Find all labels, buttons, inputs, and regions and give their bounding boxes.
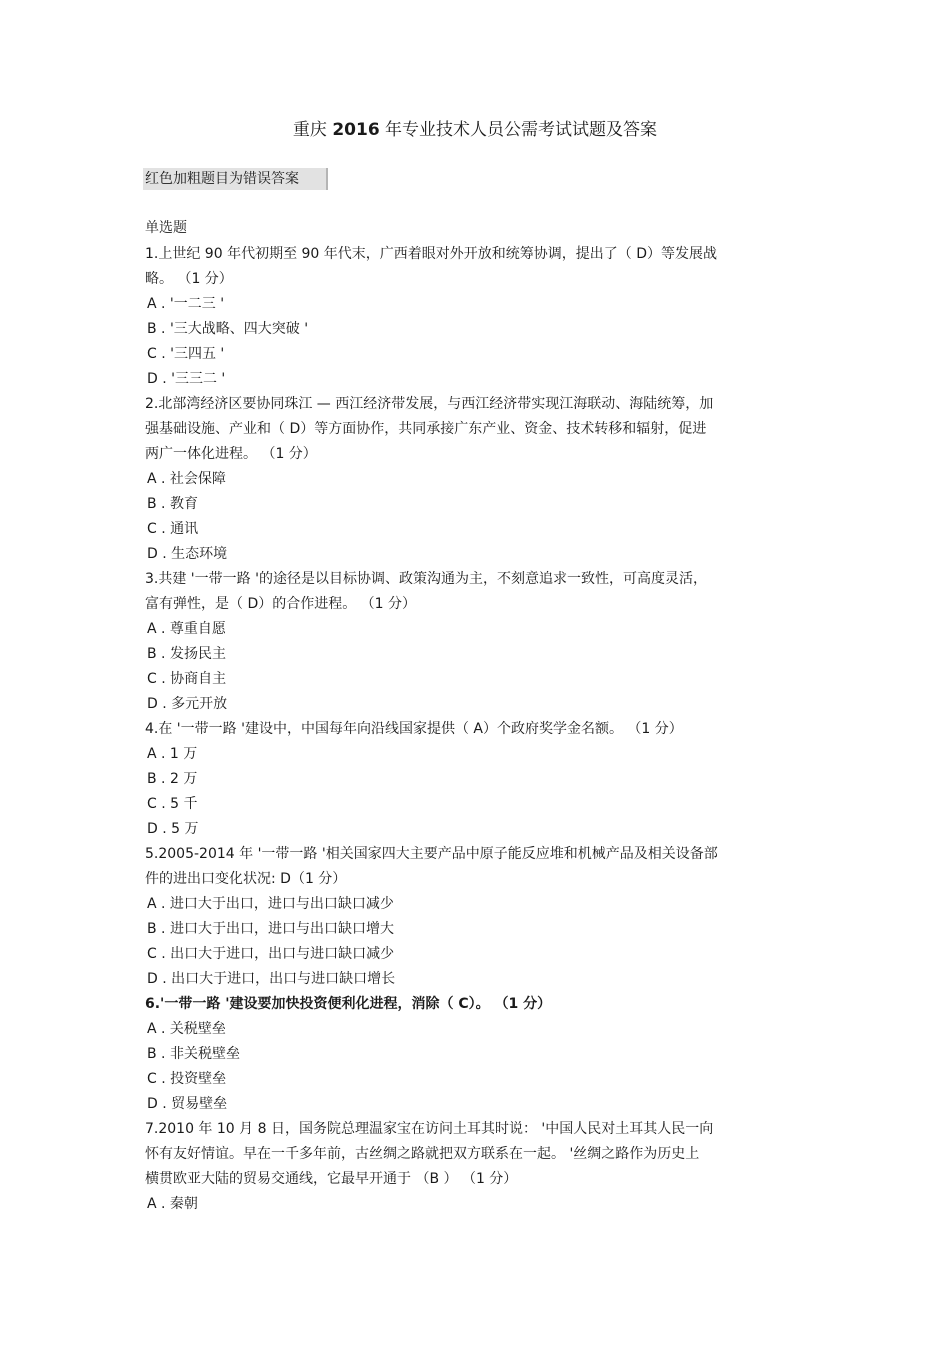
answer-option: A . 1 万: [147, 746, 198, 762]
answer-option: D . 贸易壁垒: [147, 1096, 228, 1112]
question-line: 横贯欧亚大陆的贸易交通线，它最早开通于 （B ） （1 分）: [145, 1171, 518, 1187]
answer-option: A . '一二三 ': [147, 296, 225, 312]
question-line: 富有弹性，是（ D）的合作进程。 （1 分）: [145, 596, 417, 612]
answer-option: D . 多元开放: [147, 696, 228, 712]
question-line: 略。 （1 分）: [145, 271, 233, 287]
answer-option: C . 通讯: [147, 521, 199, 537]
question-line: 3.共建 '一带一路 '的途径是以目标协调、政策沟通为主，不刻意追求一致性，可高度灵活，: [145, 571, 707, 587]
question-line: 强基础设施、产业和（ D）等方面协作，共同承接广东产业、资金、技术转移和辐射，促进: [145, 421, 707, 437]
answer-note: 红色加粗题目为错误答案: [143, 168, 328, 190]
answer-option: D . 出口大于进口，出口与进口缺口增长: [147, 971, 396, 987]
answer-option: A . 关税壁垒: [147, 1021, 226, 1037]
title-suffix: 年专业技术人员公需考试试题及答案: [379, 120, 658, 140]
question-3: [145, 567, 815, 717]
question-text: [145, 842, 815, 892]
answer-option: A . 秦朝: [147, 1196, 198, 1212]
answer-option: A . 进口大于出口，进口与出口缺口减少: [147, 896, 394, 912]
question-line: 怀有友好情谊。早在一千多年前，古丝绸之路就把双方联系在一起。 '丝绸之路作为历史上: [145, 1146, 700, 1162]
answer-option: B . 教育: [147, 496, 198, 512]
question-line: 1.上世纪 90 年代初期至 90 年代末，广西着眼对外开放和统筹协调，提出了（ D）等发展战: [145, 246, 718, 262]
answer-option: B . '三大战略、四大突破 ': [147, 321, 309, 337]
question-line: 件的进出口变化状况: D（1 分）: [145, 871, 347, 887]
answer-option: A . 社会保障: [147, 471, 226, 487]
answer-option: B . 进口大于出口，进口与出口缺口增大: [147, 921, 394, 937]
section-heading: 单选题: [145, 220, 187, 236]
question-line: 2.北部湾经济区要协同珠江 — 西江经济带发展，与西江经济带实现江海联动、海陆统筹，加: [145, 396, 714, 412]
question-line: 5.2005-2014 年 '一带一路 '相关国家四大主要产品中原子能反应堆和机械产品及相关设备部: [145, 846, 718, 862]
question-1: [145, 242, 815, 392]
question-text: [145, 242, 815, 292]
question-line: 两广一体化进程。 （1 分）: [145, 446, 317, 462]
question-list: [145, 242, 815, 1217]
answer-option: C . 协商自主: [147, 671, 227, 687]
answer-option: D . 生态环境: [147, 546, 228, 562]
question-line: 6.'一带一路 '建设要加快投资便利化进程，消除（ C）。 （1 分）: [145, 996, 552, 1012]
answer-option: B . 2 万: [147, 771, 198, 787]
question-text: [145, 717, 815, 742]
question-4: [145, 717, 815, 842]
question-text: [145, 1117, 815, 1192]
question-text: [145, 567, 815, 617]
answer-option: B . 发扬民主: [147, 646, 226, 662]
question-line: 7.2010 年 10 月 8 日，国务院总理温家宝在访问土耳其时说： '中国人民对土耳其人民一向: [145, 1121, 714, 1137]
answer-option: C . '三四五 ': [147, 346, 225, 362]
answer-option: D . '三三二 ': [147, 371, 226, 387]
question-7: [145, 1117, 815, 1217]
title-prefix: 重庆: [292, 120, 333, 140]
answer-option: C . 出口大于进口，出口与进口缺口减少: [147, 946, 395, 962]
question-6: [145, 992, 815, 1117]
answer-option: C . 5 千: [147, 796, 198, 812]
answer-option: A . 尊重自愿: [147, 621, 226, 637]
question-2: [145, 392, 815, 567]
title-year: 2016: [332, 120, 380, 140]
answer-option: C . 投资壁垒: [147, 1071, 227, 1087]
answer-option: D . 5 万: [147, 821, 199, 837]
question-line: 4.在 '一带一路 '建设中，中国每年向沿线国家提供（ A）个政府奖学金名额。 （1 分）: [145, 721, 683, 737]
question-5: [145, 842, 815, 992]
question-text: [145, 392, 815, 467]
document-title: [0, 118, 950, 142]
answer-option: B . 非关税壁垒: [147, 1046, 240, 1062]
question-text: [145, 992, 815, 1017]
